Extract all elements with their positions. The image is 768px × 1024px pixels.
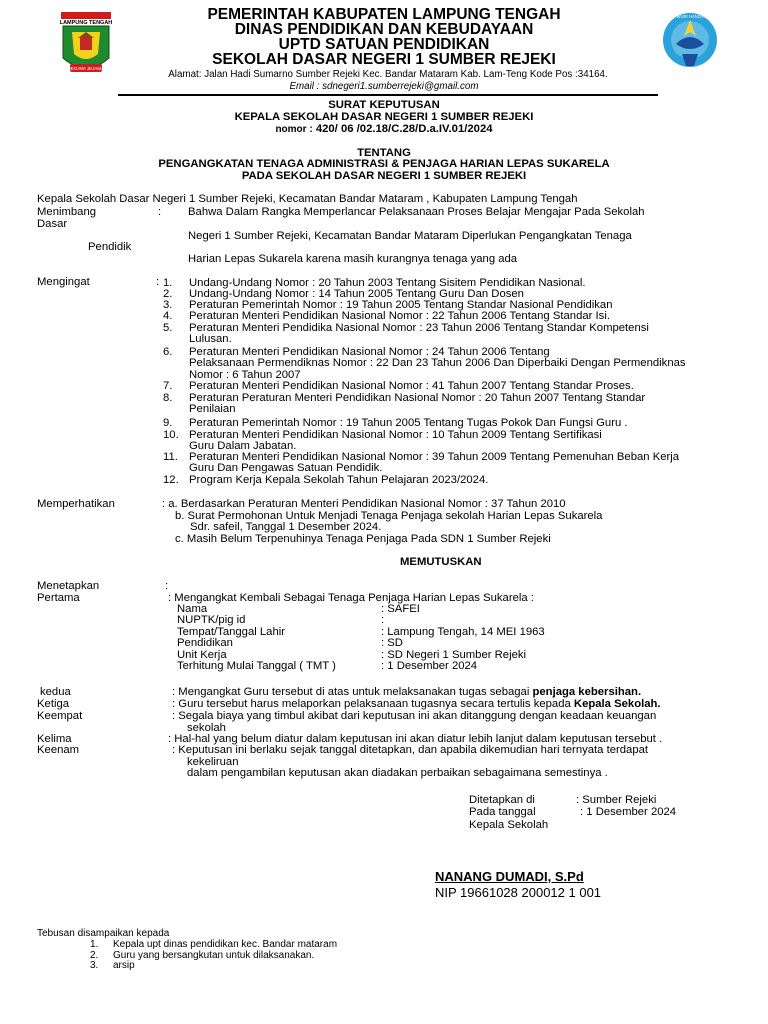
mengingat-item-number: 9. xyxy=(163,417,173,429)
memperhatikan-a: : a. Berdasarkan Peraturan Menteri Pendidikan Nasional Nomor : 37 Tahun 2010 xyxy=(162,498,566,510)
letterhead-email: Email : sdnegeri1.sumberrejeki@gmail.com xyxy=(289,81,479,92)
field-label: Pendidikan xyxy=(177,637,233,650)
ketiga-label: Ketiga xyxy=(37,698,70,710)
tembusan-item-text: arsip xyxy=(113,960,135,971)
pertama-label: Pertama xyxy=(37,592,80,604)
signer-name: NANANG DUMADI, S.Pd xyxy=(435,869,584,884)
mengingat-item-number: 5. xyxy=(163,322,173,334)
field-label: Unit Kerja xyxy=(177,648,227,661)
field-label: Terhitung Mulai Tanggal ( TMT ) xyxy=(177,660,336,672)
letterhead-address: Alamat: Jalan Hadi Sumarno Sumber Rejeki Kec. Bandar Mataram Kab. Lam-Teng Kode Pos :34164. xyxy=(168,69,608,80)
mengingat-item-text: Undang-Undang Nomor : 14 Tahun 2005 Tentang Guru Dan Dosen xyxy=(189,288,524,300)
mengingat-item-text: Peraturan Pemerintah Nomor : 19 Tahun 2005 Tentang Standar Nasional Pendidikan xyxy=(189,299,613,311)
memperhatikan-b1: b. Surat Permohonan Untuk Menjadi Tenaga Penjaga sekolah Harian Lepas Sukarela xyxy=(175,510,603,522)
logo-motto-text: TUT WURI HANDAYANI xyxy=(667,14,713,19)
kelima-label: Kelima xyxy=(37,733,72,745)
mengingat-item-text: Peraturan Menteri Pendidikan Nasional Nomor : 10 Tahun 2009 Tentang Sertifikasi xyxy=(189,429,602,441)
letterhead-divider xyxy=(118,94,658,96)
mengingat-item-number: 3. xyxy=(163,299,173,311)
mengingat-item-number: 11. xyxy=(163,451,178,463)
mengingat-item-text: Lulusan. xyxy=(189,333,232,346)
letterhead-line-2: DINAS PENDIDIKAN DAN KEBUDAYAAN xyxy=(234,21,534,38)
tembusan-item-number: 1. xyxy=(90,939,99,950)
mengingat-item-text: Program Kerja Kepala Sekolah Tahun Pelajaran 2023/2024. xyxy=(189,474,489,486)
mengingat-item-text: Peraturan Menteri Pendidikan Nasional Nomor : 39 Tahun 2009 Tentang Pemenuhan Beban Kerja xyxy=(189,451,680,463)
pertama-text: : Mengangkat Kembali Sebagai Tenaga Penjaga Harian Lepas Sukarela : xyxy=(168,592,534,604)
menimbang-line-2: Negeri 1 Sumber Rejeki, Kecamatan Bandar Mataram Diperlukan Pengangkatan Tenaga xyxy=(188,230,632,242)
subject-line-2: PADA SEKOLAH DASAR NEGERI 1 SUMBER REJEKI xyxy=(241,170,527,182)
mengingat-colon: : xyxy=(156,276,160,288)
menimbang-line-1: Bahwa Dalam Rangka Memperlancar Pelaksanaan Proses Belajar Mengajar Pada Sekolah xyxy=(188,206,645,218)
letterhead-line-3: UPTD SATUAN PENDIDIKAN xyxy=(278,36,490,53)
mengingat-item-text: Peraturan Menteri Pendidika Nasional Nomor : 23 Tahun 2006 Tentang Standar Kompetensi xyxy=(189,322,649,334)
tembusan-item-number: 3. xyxy=(90,960,99,971)
keempat-line-1: : Segala biaya yang timbul akibat dari keputusan ini akan ditanggung dengan keadaan keuangan xyxy=(172,710,657,722)
menimbang-line-3: Harian Lepas Sukarela karena masih kurangnya tenaga yang ada xyxy=(188,253,518,265)
mengingat-item-text: Guru Dalam Jabatan. xyxy=(189,440,297,453)
mengingat-item-text: Undang-Undang Nomor : 20 Tahun 2003 Tentang Sisitem Pendidikan Nasional. xyxy=(189,277,586,289)
decree-title: SURAT KEPUTUSAN xyxy=(328,99,440,111)
signer-role: Kepala Sekolah xyxy=(469,819,549,831)
ketiga-text xyxy=(172,698,661,710)
field-value: : Lampung Tengah, 14 MEI 1963 xyxy=(381,625,545,638)
memperhatikan-b2: Sdr. safeil, Tanggal 1 Desember 2024. xyxy=(190,521,382,533)
letterhead-line-1: PEMERINTAH KABUPATEN LAMPUNG TENGAH xyxy=(207,6,561,23)
logo-text: LAMPUNG TENGAH xyxy=(59,20,113,26)
keenam-label: Keenam xyxy=(37,744,80,756)
mengingat-item-number: 10. xyxy=(163,429,179,441)
tembusan-title: Tebusan disampaikan kepada xyxy=(37,928,170,939)
keempat-line-2: sekolah xyxy=(187,722,226,734)
field-value: : SD xyxy=(381,637,403,650)
menimbang-label: Menimbang xyxy=(37,206,97,218)
ketiga-text-main: : Guru tersebut harus melaporkan pelaksanaan tugasnya secara tertulis kepada xyxy=(172,698,574,710)
ditetapkan-value: : Sumber Rejeki xyxy=(576,794,657,806)
kedua-text xyxy=(172,686,641,698)
tembusan-item-text: Guru yang bersangkutan untuk dilaksanakan. xyxy=(113,949,315,961)
tentang-heading: TENTANG xyxy=(357,147,411,159)
intro-text: Kepala Sekolah Dasar Negeri 1 Sumber Rejeki, Kecamatan Bandar Mataram , Kabupaten Lampung Tengah xyxy=(37,193,578,205)
memutuskan-heading: MEMUTUSKAN xyxy=(400,556,482,568)
kedua-text-main: : Mengangkat Guru tersebut di atas untuk melaksanakan tugas sebagai xyxy=(172,686,533,698)
tut-wuri-handayani-logo xyxy=(660,10,720,78)
menetapkan-colon: : xyxy=(165,580,169,592)
ditetapkan-label: Ditetapkan di xyxy=(469,794,535,806)
mengingat-item-text: Peraturan Menteri Pendidikan Nasional Nomor : 22 Tahun 2006 Tentang Standar Isi. xyxy=(189,310,610,322)
mengingat-item-number: 1. xyxy=(163,277,173,289)
mengingat-item-text: Peraturan Menteri Pendidikan Nasional Nomor : 41 Tahun 2007 Tentang Standar Proses. xyxy=(189,380,634,392)
mengingat-item-number: 7. xyxy=(163,380,173,392)
mengingat-item-number: 12. xyxy=(163,474,179,486)
mengingat-item-text: Peraturan Menteri Pendidikan Nasional Nomor : 24 Tahun 2006 Tentang xyxy=(189,346,550,358)
keenam-line-2: kekeliruan xyxy=(187,756,239,768)
mengingat-item-text: Peraturan Pemerintah Nomor : 19 Tahun 2005 Tentang Tugas Pokok Dan Fungsi Guru . xyxy=(189,417,628,429)
field-value: : SAFEI xyxy=(381,603,420,615)
menetapkan-label: Menetapkan xyxy=(37,580,100,592)
logo-motto: BEGAWI JEJAMA xyxy=(67,66,105,71)
mengingat-item-number: 8. xyxy=(163,392,173,404)
menimbang-dasar: Dasar xyxy=(37,218,68,230)
field-label: Tempat/Tanggal Lahir xyxy=(177,625,286,638)
mengingat-item-number: 2. xyxy=(163,288,173,300)
field-value: : 1 Desember 2024 xyxy=(381,660,478,672)
kelima-text: : Hal-hal yang belum diatur dalam keputusan ini akan diatur lebih lanjut dalam keputusan tersebut . xyxy=(168,733,663,745)
letterhead-line-4: SEKOLAH DASAR NEGERI 1 SUMBER REJEKI xyxy=(212,51,556,68)
decree-number xyxy=(120,123,648,136)
tanggal-value: : 1 Desember 2024 xyxy=(580,806,677,818)
mengingat-label: Mengingat xyxy=(37,276,90,288)
mengingat-item-text: Nomor : 6 Tahun 2007 xyxy=(189,368,301,381)
field-value: : SD Negeri 1 Sumber Rejeki xyxy=(381,648,527,661)
mengingat-item-text: Peraturan Peraturan Menteri Pendidikan Nasional Nomor : 20 Tahun 2007 Tentang Standar xyxy=(189,392,646,404)
field-value: : xyxy=(381,614,385,627)
subject-line-1: PENGANGKATAN TENAGA ADMINISTRASI & PENJAGA HARIAN LEPAS SUKARELA xyxy=(158,158,610,170)
tembusan-item-text: Kepala upt dinas pendidikan kec. Bandar mataram xyxy=(113,939,338,950)
field-label: Nama xyxy=(177,603,208,615)
mengingat-item-number: 4. xyxy=(163,310,173,322)
field-label: NUPTK/pig id xyxy=(177,614,246,627)
kedua-label: kedua xyxy=(40,686,71,698)
memperhatikan-label: Memperhatikan xyxy=(37,498,115,510)
signer-nip: NIP 19661028 200012 1 001 xyxy=(435,885,602,900)
mengingat-item-text: Guru Dan Pengawas Satuan Pendidik. xyxy=(189,462,383,475)
menimbang-pendidik: Pendidik xyxy=(88,241,132,253)
tanggal-label: Pada tanggal xyxy=(469,806,536,818)
keenam-line-1: : Keputusan ini berlaku sejak tanggal ditetapkan, dan apabila dikemudian hari ternyata terdapat xyxy=(172,744,649,756)
mengingat-item-text: Penilaian xyxy=(189,403,236,416)
decree-number-value: 420/ 06 /02.18/C.28/D.a.IV.01/2024 xyxy=(315,123,493,135)
mengingat-item-text: Pelaksanaan Permendiknas Nomor : 22 Dan 23 Tahun 2006 Dan Diperbaiki Dengan Permendiknas xyxy=(189,357,686,370)
tembusan-item-number: 2. xyxy=(90,949,99,961)
kedua-text-bold: penjaga kebersihan. xyxy=(532,686,642,698)
memperhatikan-c: c. Masih Belum Terpenuhinya Tenaga Penjaga Pada SDN 1 Sumber Rejeki xyxy=(175,533,551,545)
keenam-line-3: dalam pengambilan keputusan akan diadakan perbaikan sebagaimana semestinya . xyxy=(187,767,608,779)
mengingat-item-number: 6. xyxy=(163,346,173,358)
decree-subtitle: KEPALA SEKOLAH DASAR NEGERI 1 SUMBER REJEKI xyxy=(234,111,534,123)
menimbang-colon: : xyxy=(158,206,162,218)
lampung-tengah-logo xyxy=(58,10,114,80)
ketiga-text-bold: Kepala Sekolah. xyxy=(573,698,661,710)
keempat-label: Keempat xyxy=(37,710,83,722)
decree-number-label: nomor : xyxy=(275,124,313,135)
